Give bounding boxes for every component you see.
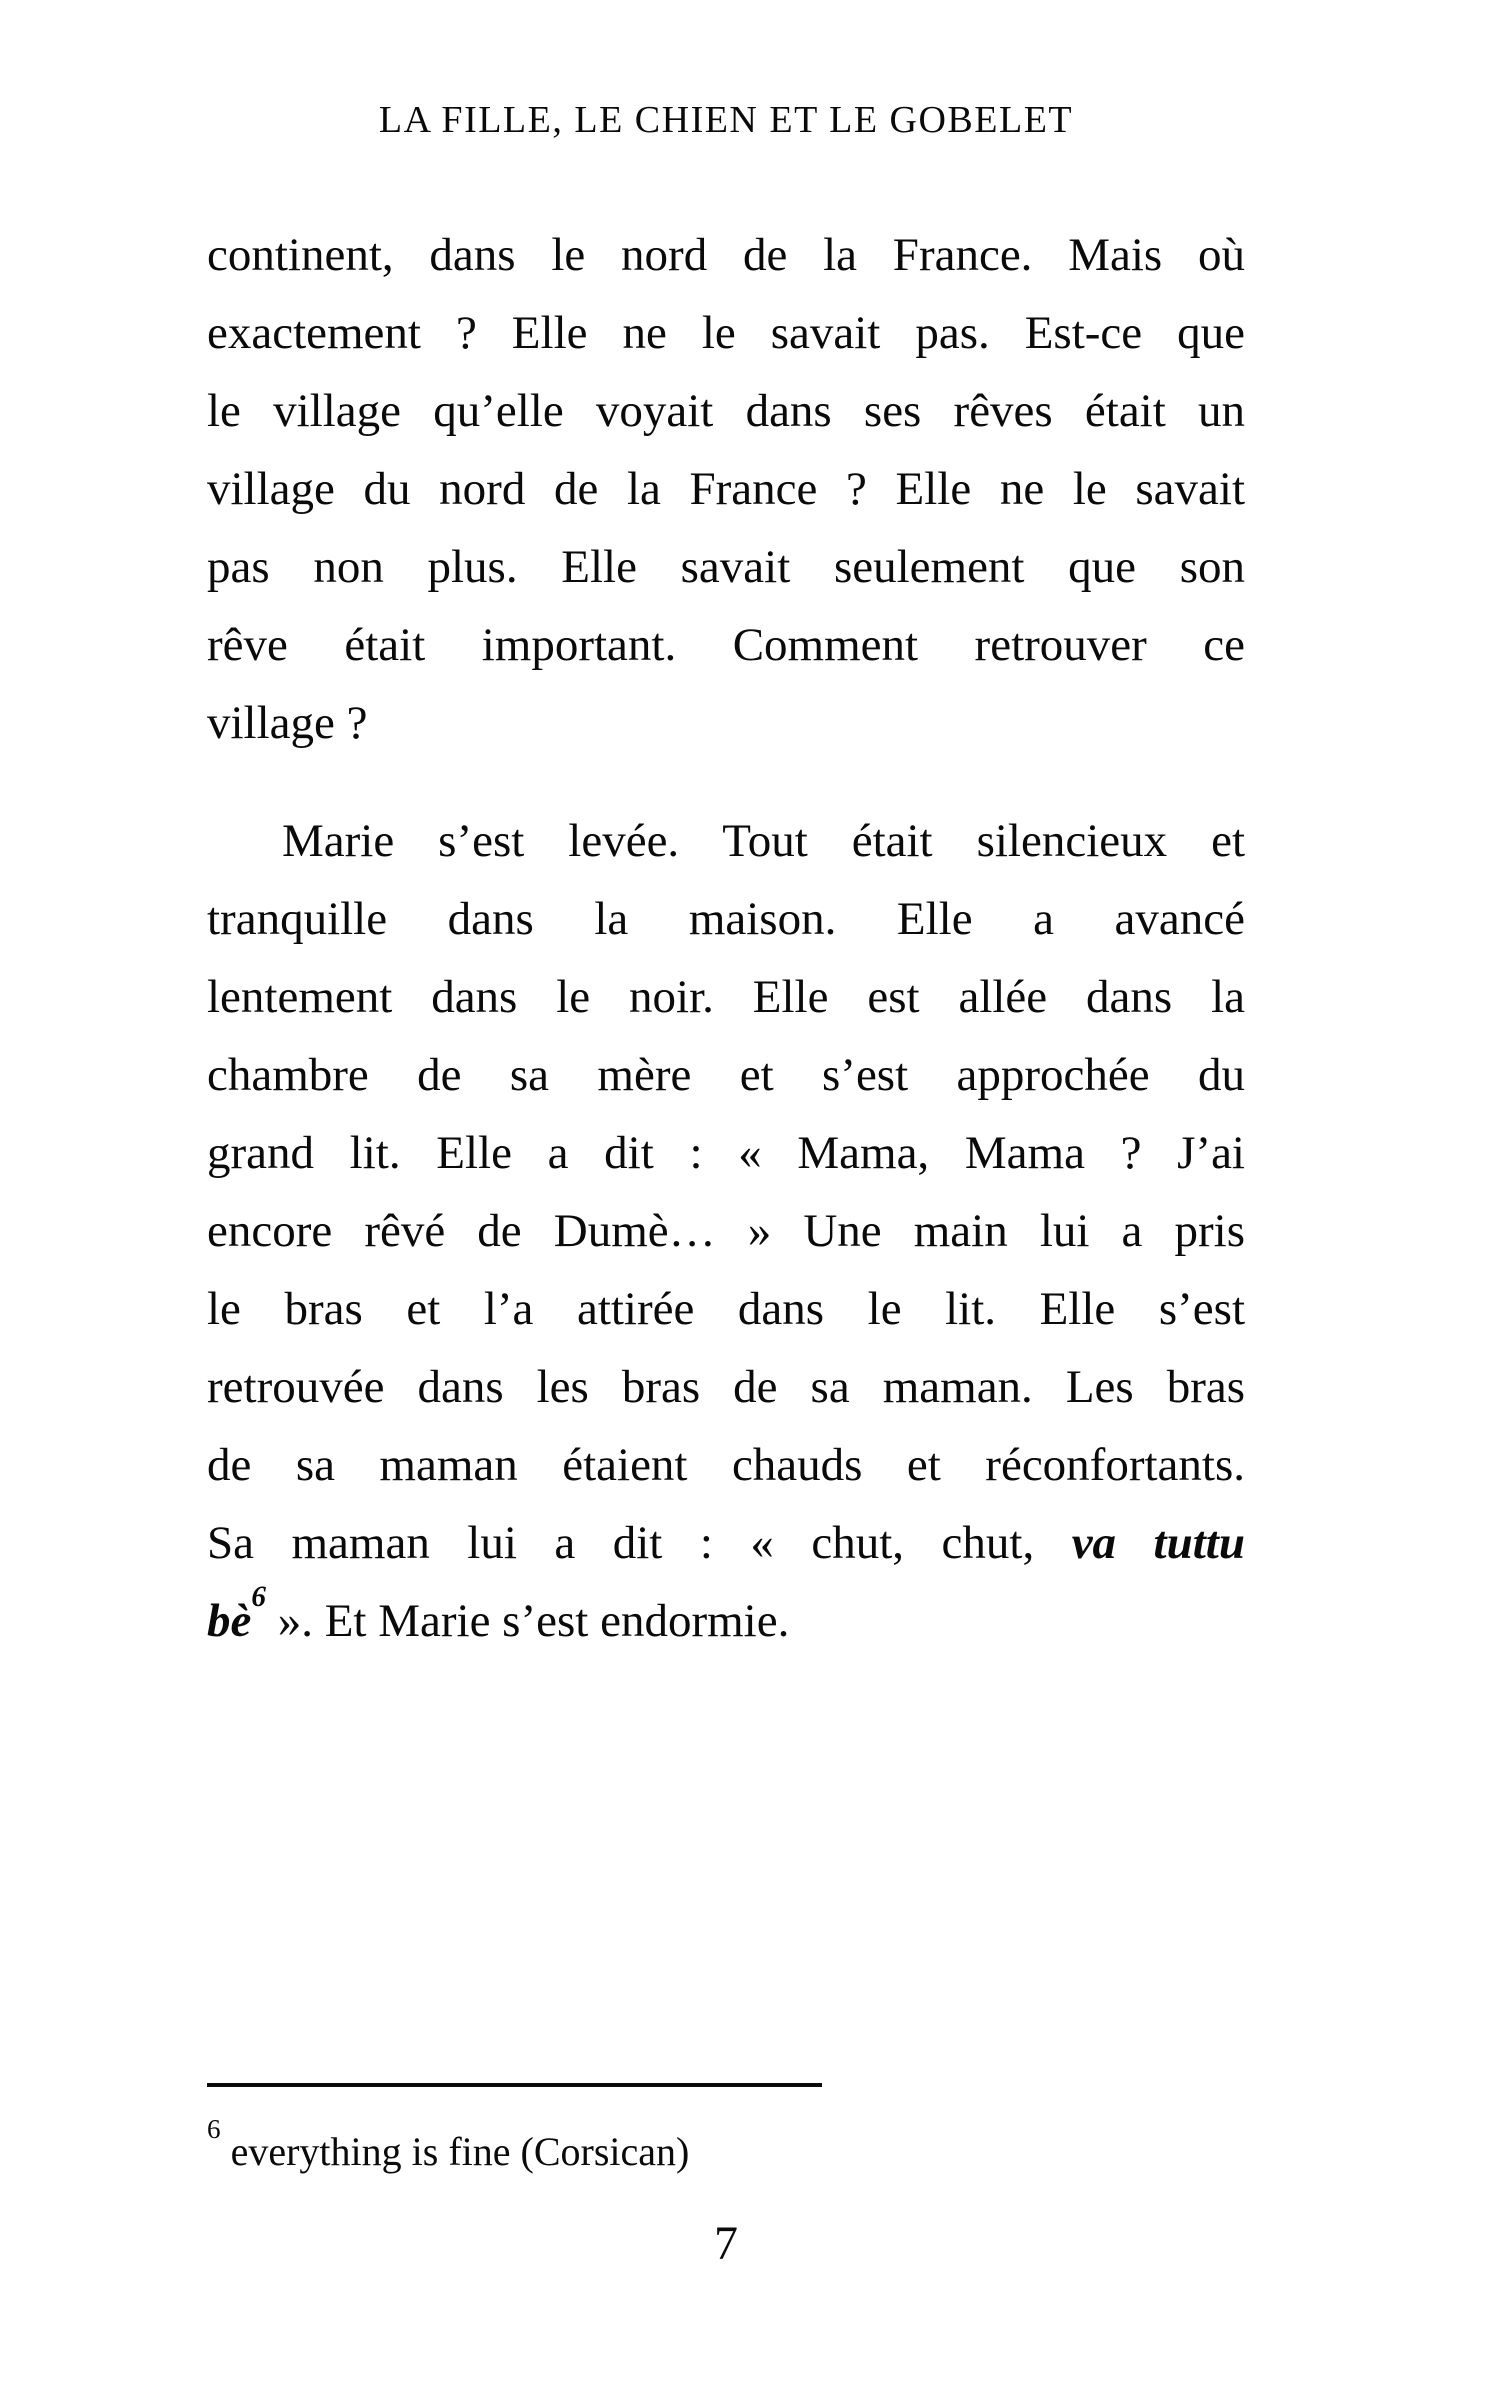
page-number: 7 [714, 2217, 738, 2270]
footnote-marker: 6 [207, 2114, 221, 2145]
text-line: exactement ? Elle ne le savait pas. Est-ce que [207, 307, 1245, 359]
footnote-text: everything is fine (Corsican) [220, 2129, 690, 2174]
text-line: le village qu’elle voyait dans ses rêves était un [207, 385, 1245, 437]
text-line [207, 1504, 1245, 1582]
text-line: grand lit. Elle a dit : « Mama, Mama ? J’ai [207, 1127, 1245, 1179]
corsican-phrase: va tuttu [1071, 1517, 1245, 1569]
text-line [207, 1582, 1245, 1660]
text-line: de sa maman étaient chauds et réconfortants. [207, 1439, 1245, 1491]
text-line: continent, dans le nord de la France. Mais où [207, 229, 1245, 281]
text-line: village du nord de la France ? Elle ne le savait [207, 463, 1245, 515]
text-line: retrouvée dans les bras de sa maman. Les bras [207, 1361, 1245, 1413]
text-line: tranquille dans la maison. Elle a avancé [207, 893, 1245, 945]
text-run: Sa maman lui a dit : « chut, chut, [207, 1517, 1072, 1569]
text-run: ». Et Marie s’est endormie. [265, 1595, 790, 1647]
footnote-separator [207, 2083, 822, 2087]
corsican-phrase: bè [207, 1595, 252, 1647]
running-header: LA FILLE, LE CHIEN ET LE GOBELET [378, 99, 1074, 141]
text-line: lentement dans le noir. Elle est allée dans la [207, 971, 1245, 1023]
text-line: encore rêvé de Dumè… » Une main lui a pris [207, 1205, 1245, 1257]
text-line: Marie s’est levée. Tout était silencieux et [282, 815, 1245, 867]
page-body [207, 216, 1245, 1660]
text-line: pas non plus. Elle savait seulement que son [207, 541, 1245, 593]
text-line: le bras et l’a attirée dans le lit. Elle s’est [207, 1283, 1245, 1335]
text-line: rêve était important. Comment retrouver ce [207, 619, 1245, 671]
paragraph-2 [207, 802, 1245, 1660]
text-line: village ? [207, 697, 368, 749]
text-line: chambre de sa mère et s’est approchée du [207, 1049, 1245, 1101]
footnote-reference: 6 [251, 1581, 266, 1614]
paragraph-1 [207, 216, 1245, 762]
footnote [207, 2114, 1245, 2180]
